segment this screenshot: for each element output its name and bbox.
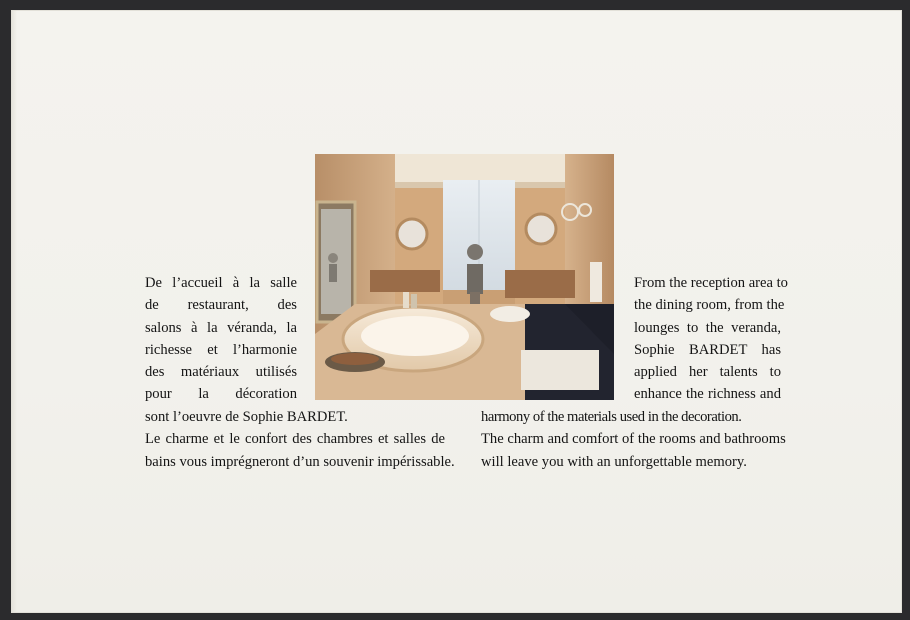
bathroom-photo (315, 154, 614, 400)
french-full-width-text (145, 406, 455, 473)
french-line-2: de restaurant, des (145, 297, 297, 314)
french-line-4: richesse et l’harmonie (145, 341, 297, 358)
english-wrapped-text (634, 272, 788, 406)
page-edge-shadow (11, 10, 17, 613)
french-line-5: des matériaux utilisés (145, 364, 297, 381)
french-line-3: salons à la véranda, la (145, 319, 297, 336)
english-line-2: the dining room, from the (634, 297, 785, 314)
french-line-6: pour la décoration (145, 386, 297, 403)
english-line-9: will leave you with an unforgettable memory. (481, 453, 747, 470)
english-line-1: From the reception area to (634, 275, 788, 291)
english-line-3: lounges to the veranda, (634, 319, 781, 336)
english-line-4: Sophie BARDET has (634, 341, 781, 358)
french-wrapped-text (145, 272, 297, 406)
french-line-8: Le charme et le confort des chambres et salles de (145, 431, 445, 448)
english-line-5: applied her talents to (634, 364, 781, 381)
english-line-8: The charm and comfort of the rooms and bathrooms (481, 431, 786, 448)
french-line-1: De l’accueil à la salle (145, 275, 297, 291)
french-line-7: sont l’oeuvre de Sophie BARDET. (145, 409, 348, 425)
english-full-width-text (481, 406, 786, 473)
english-line-7: harmony of the materials used in the decoration. (481, 409, 742, 425)
french-line-9: bains vous imprégneront d’un souvenir impérissable. (145, 453, 455, 470)
english-line-6: enhance the richness and (634, 386, 781, 403)
